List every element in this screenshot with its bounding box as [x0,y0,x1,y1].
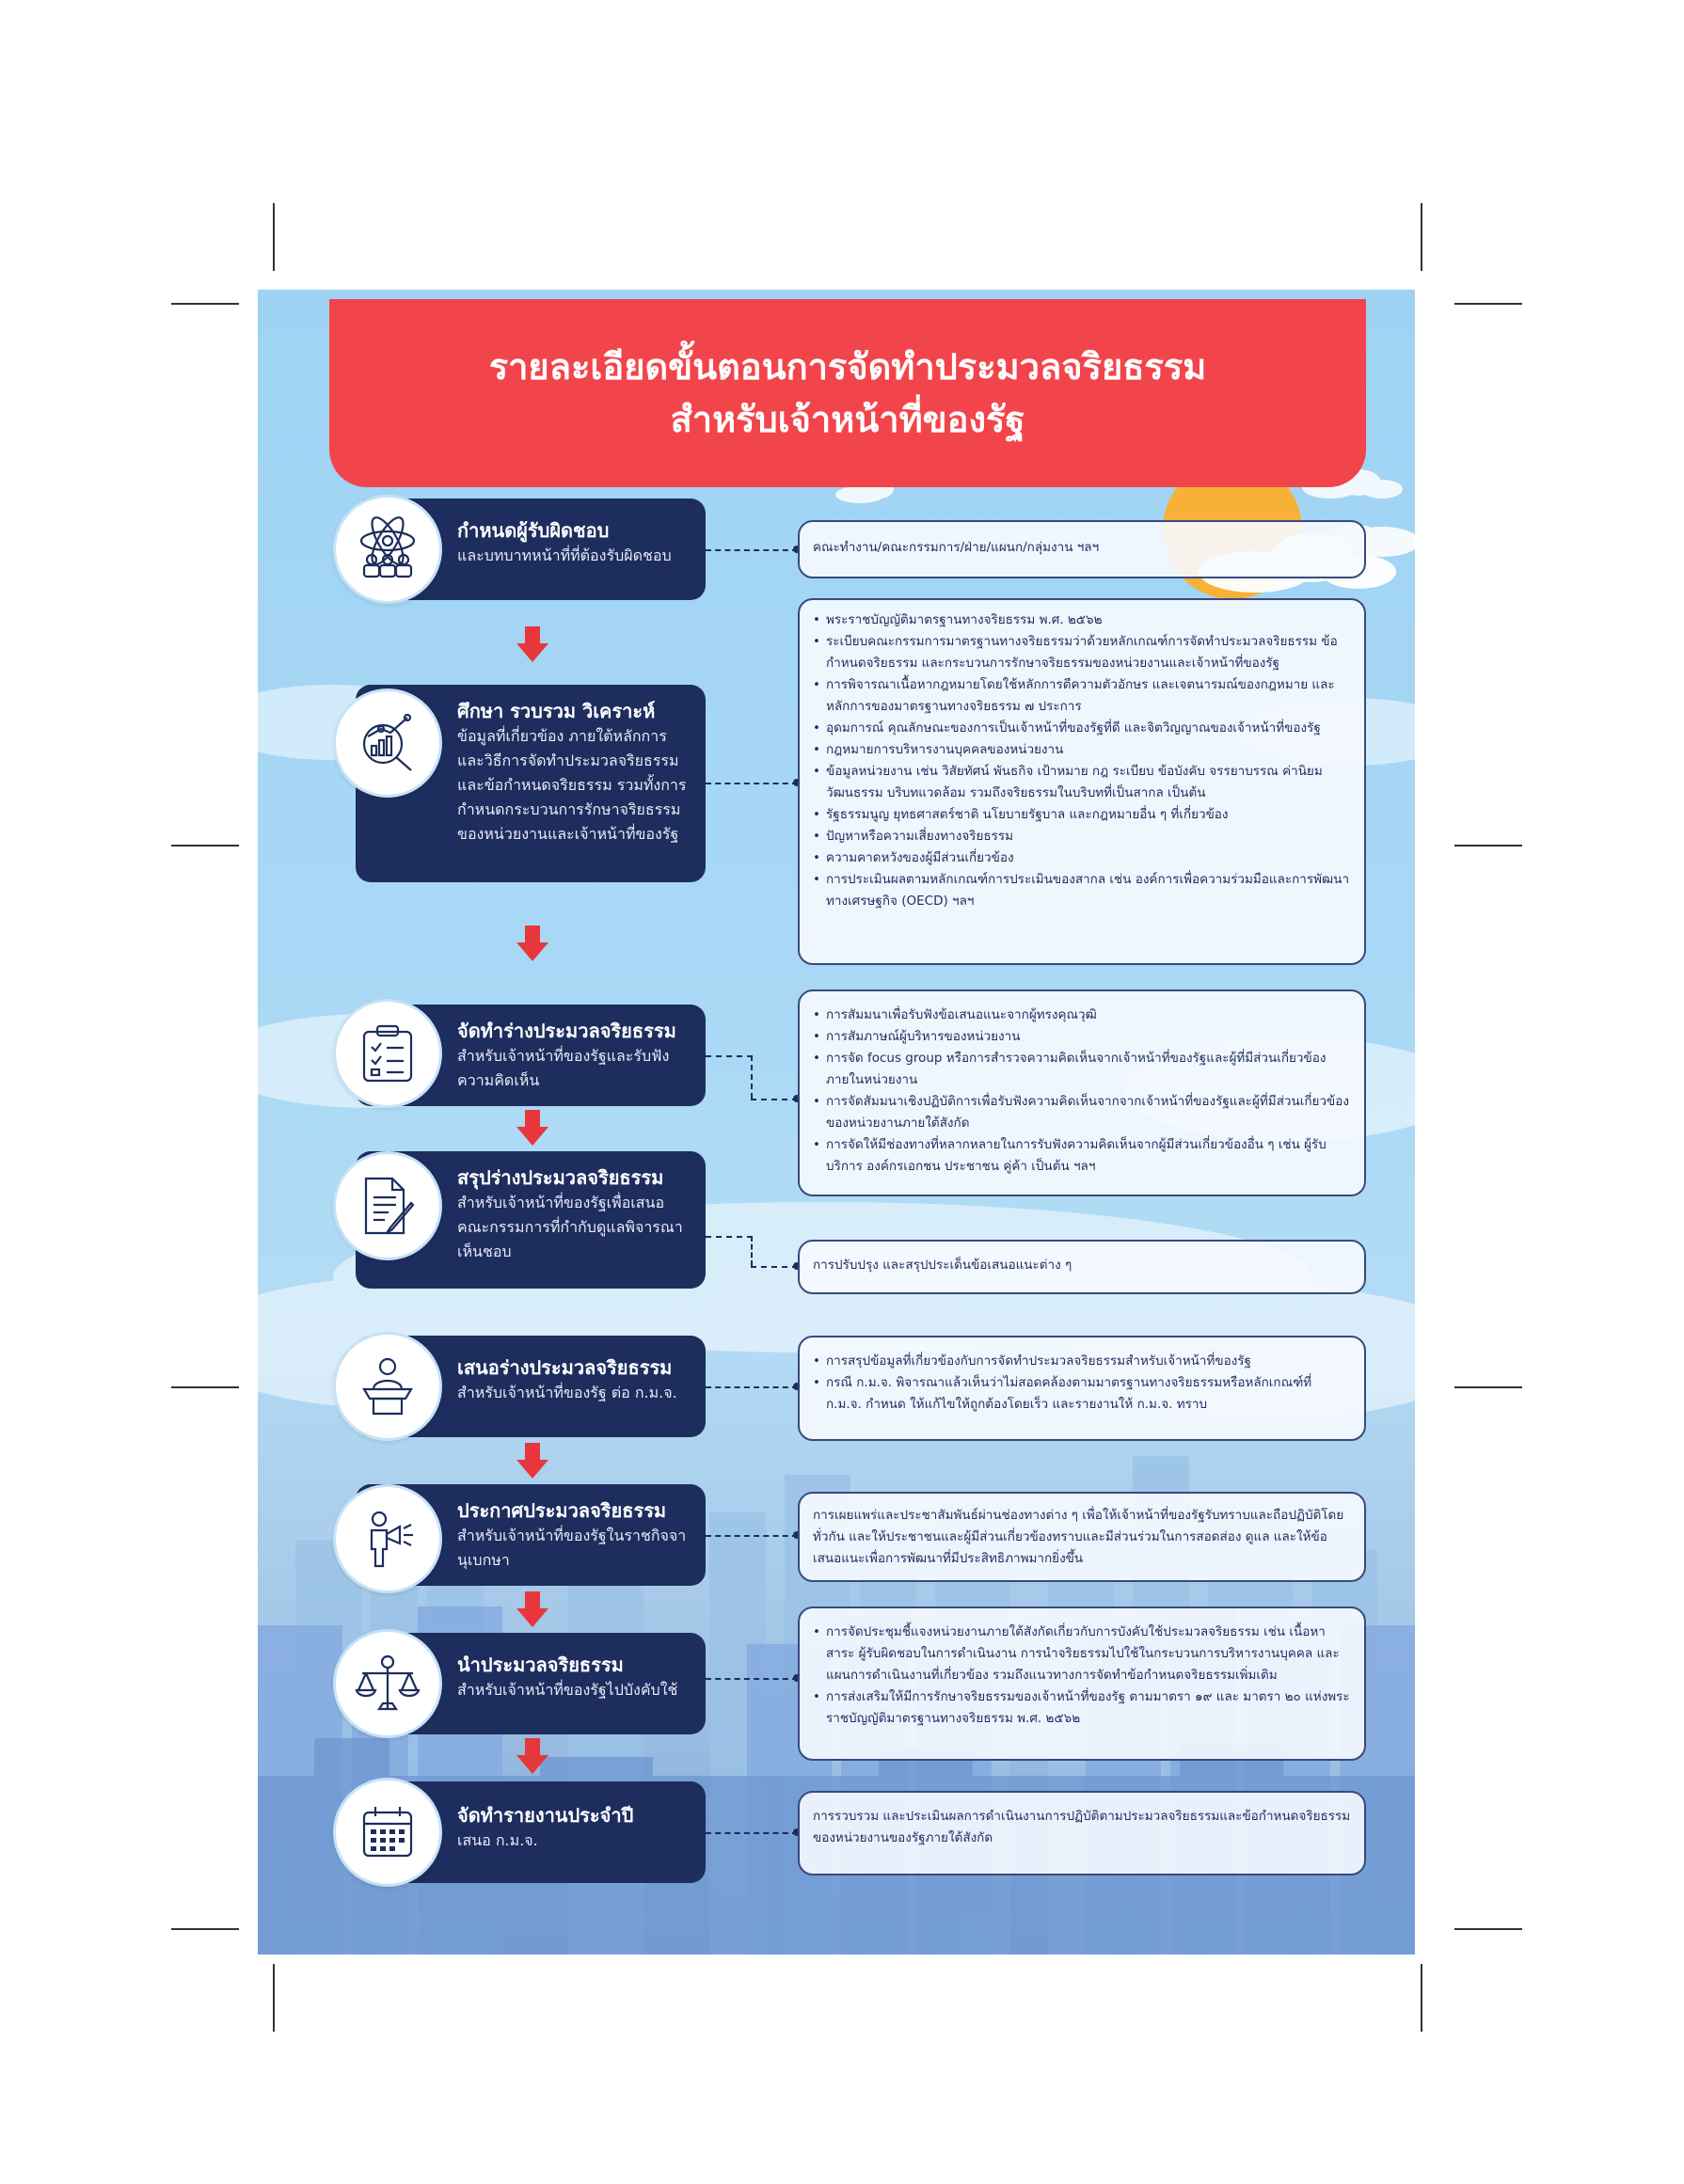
detail-item: • กฎหมายการบริหารงานบุคคลของหน่วยงาน [813,739,1351,761]
down-arrow-icon [516,1443,548,1479]
analysis-chart-icon [355,710,421,776]
step-3-connector [706,1055,753,1057]
step-3-icon-circle [333,999,442,1108]
clipboard-checklist-icon [357,1022,419,1084]
step-3-connector [751,1099,798,1100]
detail-item: • พระราชบัญญัติมาตรฐานทางจริยธรรม พ.ศ. ๒๕๖๒ [813,609,1351,631]
step-4-connector [706,1236,753,1238]
crop-mark [171,1928,239,1930]
speaker-podium-icon [357,1355,419,1417]
detail-item: • การสัมมนาเพื่อรับฟังข้อเสนอแนะจากผู้ทรงคุณวุฒิ [813,1005,1351,1026]
step-3-description: สำหรับเจ้าหน้าที่ของรัฐและรับฟังความคิดเห็น [457,1047,670,1089]
step-1-details [798,520,1366,578]
step-8-connector [706,1832,798,1834]
step-4-title: สรุปร่างประมวลจริยธรรม [457,1166,664,1189]
detail-item: • อุดมการณ์ คุณลักษณะของการเป็นเจ้าหน้าที่ของรัฐที่ดี และจิตวิญญาณของเจ้าหน้าที่ของรัฐ [813,718,1351,739]
down-arrow-icon [516,1110,548,1146]
step-8-icon-circle [333,1778,442,1887]
step-7-connector [706,1678,798,1680]
step-6-title: ประกาศประมวลจริยธรรม [457,1499,667,1522]
step-1-connector [706,549,798,551]
step-2-icon-circle [333,688,442,798]
detail-item: • กรณี ก.ม.จ. พิจารณาแล้วเห็นว่าไม่สอดคล้องตามมาตรฐานทางจริยธรรมหรือหลักเกณฑ์ที่ ก.ม.จ. กำหนด ให้แก้ไขให้ถูกต้องโดยเร็ว และรายงานให้ ก.ม.จ. ทราบ [813,1372,1351,1416]
detail-text: การปรับปรุง และสรุปประเด็นข้อเสนอแนะต่าง ๆ [813,1258,1072,1273]
step-7-details [798,1606,1366,1761]
crop-mark [1454,1928,1522,1930]
detail-item: • ข้อมูลหน่วยงาน เช่น วิสัยทัศน์ พันธกิจ เป้าหมาย กฎ ระเบียบ ข้อบังคับ จรรยาบรรณ ค่านิยม วัฒนธรรม บริบทแวดล้อม รวมถึงจริยธรรมในบริบทที่เป็นสากล เป็นต้น [813,761,1351,804]
detail-item: • การสัมภาษณ์ผู้บริหารของหน่วยงาน [813,1026,1351,1048]
detail-text: การเผยแพร่และประชาสัมพันธ์ผ่านช่องทางต่าง ๆ เพื่อให้เจ้าหน้าที่ของรัฐรับทราบและถือปฏิบัติโดยทั่วกัน และให้ประชาชนและผู้มีส่วนเกี่ยวข้องทราบและมีส่วนร่วมในการสอดส่อง ดูแล และให้ข้อเสนอแนะเพื่อการพัฒนาที่มีประสิทธิภาพมากยิ่งขึ้น [813,1508,1344,1566]
detail-item: • การประเมินผลตามหลักเกณฑ์การประเมินของสากล เช่น องค์การเพื่อความร่วมมือและการพัฒนาทางเศรษฐกิจ (OECD) ฯลฯ [813,869,1351,912]
step-1-icon-circle [333,495,442,604]
detail-text: คณะทำงาน/คณะกรรมการ/ฝ่าย/แผนก/กลุ่มงาน ฯลฯ [813,540,1100,555]
step-6-description: สำหรับเจ้าหน้าที่ของรัฐในราชกิจจานุเบกษา [457,1527,687,1569]
detail-item: • การสรุปข้อมูลที่เกี่ยวข้องกับการจัดทำประมวลจริยธรรมสำหรับเจ้าหน้าที่ของรัฐ [813,1351,1351,1372]
detail-item: • ระเบียบคณะกรรมการมาตรฐานทางจริยธรรมว่าด้วยหลักเกณฑ์การจัดทำประมวลจริยธรรม ข้อกำหนดจริยธรรม และกระบวนการรักษาจริยธรรมของหน่วยงานและเจ้าหน้าที่ของรัฐ [813,631,1351,674]
down-arrow-icon [516,1591,548,1627]
page-title-line-1: รายละเอียดขั้นตอนการจัดทำประมวลจริยธรรม [488,346,1207,388]
step-2-details [798,598,1366,965]
step-4-connector [751,1266,798,1268]
infographic-sheet [258,290,1415,1955]
crop-mark [171,1386,239,1388]
step-4-description: สำหรับเจ้าหน้าที่ของรัฐเพื่อเสนอคณะกรรมการที่กำกับดูแลพิจารณาเห็นชอบ [457,1194,683,1260]
detail-item: • ความคาดหวังของผู้มีส่วนเกี่ยวข้อง [813,847,1351,869]
down-arrow-icon [516,626,548,662]
crop-mark [1454,845,1522,847]
step-7-icon-circle [333,1629,442,1738]
step-8-details [798,1791,1366,1875]
step-5-icon-circle [333,1332,442,1441]
step-5-connector [706,1386,798,1388]
step-5-details [798,1336,1366,1441]
step-6-details [798,1492,1366,1582]
balance-scale-person-icon [355,1653,421,1715]
step-2-connector [706,783,798,784]
step-7-description: สำหรับเจ้าหน้าที่ของรัฐไปบังคับใช้ [457,1681,678,1699]
step-4-details [798,1240,1366,1294]
detail-item: • การจัดให้มีช่องทางที่หลากหลายในการรับฟังความคิดเห็นจากผู้มีส่วนเกี่ยวข้องอื่น ๆ เช่น ผู้รับบริการ องค์กรเอกชน ประชาชน คู่ค้า เป็นต้น ฯลฯ [813,1134,1351,1178]
step-1-title: กำหนดผู้รับผิดชอบ [457,519,610,542]
crop-mark [1421,203,1422,271]
detail-item: • การส่งเสริมให้มีการรักษาจริยธรรมของเจ้าหน้าที่ของรัฐ ตามมาตรา ๑๙ และ มาตรา ๒๐ แห่งพระราชบัญญัติมาตรฐานทางจริยธรรม พ.ศ. ๒๕๖๒ [813,1686,1351,1730]
step-3-details [798,989,1366,1196]
down-arrow-icon [516,1738,548,1774]
step-1-description: และบทบาทหน้าที่ที่ต้องรับผิดชอบ [457,546,672,564]
megaphone-person-icon [357,1508,419,1570]
crop-mark [273,1964,275,2032]
crop-mark [1454,1386,1522,1388]
detail-item: • การจัดประชุมชี้แจงหน่วยงานภายใต้สังกัดเกี่ยวกับการบังคับใช้ประมวลจริยธรรม เช่น เนื้อหาสาระ ผู้รับผิดชอบในการดำเนินงาน การนำจริยธรรมไปใช้ในกระบวนการบริหารงานบุคคล และแผนการดำเนินงานที่เกี่ยวข้อง รวมถึงแนวทางการจัดทำข้อกำหนดจริยธรรมเพิ่มเติม [813,1622,1351,1686]
step-8-title: จัดทำรายงานประจำปี [457,1804,634,1827]
team-atom-icon [355,516,421,582]
detail-item: • รัฐธรรมนูญ ยุทธศาสตร์ชาติ นโยบายรัฐบาล และกฎหมายอื่น ๆ ที่เกี่ยวข้อง [813,804,1351,826]
detail-item: • การพิจารณาเนื้อหากฎหมายโดยใช้หลักการตีความตัวอักษร และเจตนารมณ์ของกฎหมาย และหลักการของมาตรฐานทางจริยธรรม ๗ ประการ [813,674,1351,718]
step-7-title: นำประมวลจริยธรรม [457,1654,624,1676]
down-arrow-icon [516,926,548,961]
step-4-icon-circle [333,1151,442,1260]
crop-mark [171,303,239,305]
detail-item: • การจัดสัมมนาเชิงปฏิบัติการเพื่อรับฟังความคิดเห็นจากจากเจ้าหน้าที่ของรัฐและผู้ที่มีส่วนเกี่ยวข้องของหน่วยงานภายใต้สังกัด [813,1091,1351,1134]
crop-mark [1421,1964,1422,2032]
page-title-banner [329,299,1366,487]
step-2-description: ข้อมูลที่เกี่ยวข้อง ภายใต้หลักการและวิธีการจัดทำประมวลจริยธรรมและข้อกำหนดจริยธรรม รวมทั้งการกำหนดกระบวนการรักษาจริยธรรมของหน่วยงานและเจ้าหน้าที่ของรัฐ [457,727,687,843]
step-8-description: เสนอ ก.ม.จ. [457,1831,538,1849]
step-6-icon-circle [333,1484,442,1593]
detail-item: • ปัญหาหรือความเสี่ยงทางจริยธรรม [813,826,1351,847]
step-3-connector [751,1055,753,1099]
step-5-title: เสนอร่างประมวลจริยธรรม [457,1356,673,1379]
step-2-title: ศึกษา รวบรวม วิเคราะห์ [457,700,656,722]
page-title-line-2: สำหรับเจ้าหน้าที่ของรัฐ [670,399,1025,440]
step-3-title: จัดทำร่างประมวลจริยธรรม [457,1020,676,1042]
step-6-connector [706,1535,798,1537]
crop-mark [1454,303,1522,305]
crop-mark [171,845,239,847]
crop-mark [273,203,275,271]
step-5-description: สำหรับเจ้าหน้าที่ของรัฐ ต่อ ก.ม.จ. [457,1384,677,1401]
step-4-connector [751,1236,753,1266]
calendar-icon [358,1803,417,1861]
detail-item: • การจัด focus group หรือการสำรวจความคิดเห็นจากเจ้าหน้าที่ของรัฐและผู้ที่มีส่วนเกี่ยวข้องภายในหน่วยงาน [813,1048,1351,1091]
document-pen-icon [357,1175,419,1237]
detail-text: การรวบรวม และประเมินผลการดำเนินงานการปฏิบัติตามประมวลจริยธรรมและข้อกำหนดจริยธรรมของหน่วยงานของรัฐภายใต้สังกัด [813,1809,1351,1845]
